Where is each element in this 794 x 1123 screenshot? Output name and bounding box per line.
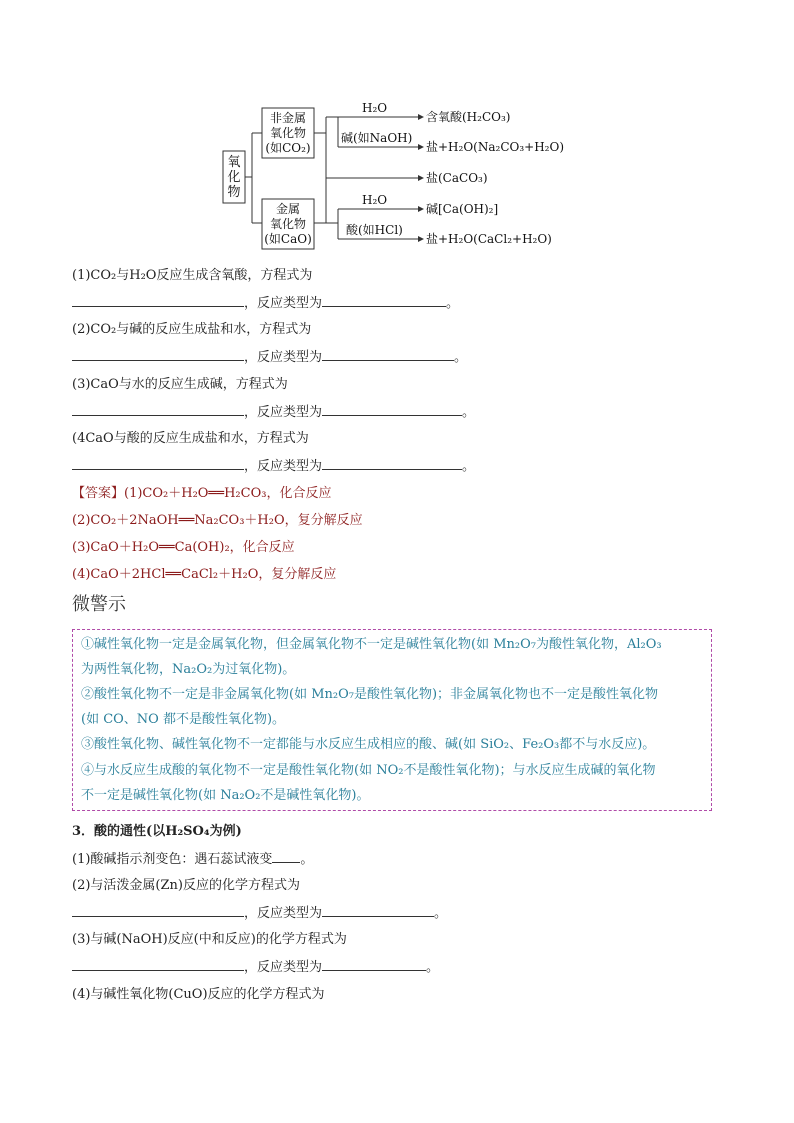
diagram-product-salt-water-top: 盐+H₂O(Na₂CO₃+H₂O)	[426, 140, 564, 154]
section-3-q2-equation-blank[interactable]	[72, 904, 244, 917]
question-3-end: 。	[462, 405, 476, 420]
question-2-type-label: ，反应类型为	[244, 350, 323, 365]
answer-3: (3)CaO＋H₂O══Ca(OH)₂，化合反应	[72, 540, 295, 555]
section-3-q3-equation-blank[interactable]	[72, 958, 244, 971]
tip-line-5: ③酸性氧化物、碱性氧化物不一定都能与水反应生成相应的酸、碱(如 SiO₂、Fe₂O₃都不与水反应)。	[81, 737, 656, 752]
tip-line-4: (如 CO、NO 都不是酸性氧化物)。	[81, 712, 286, 727]
tip-line-1: ①碱性氧化物一定是金属氧化物，但金属氧化物不一定是碱性氧化物(如 Mn₂O₇为酸性氧化物，Al₂O₃	[81, 637, 662, 652]
question-4-type-blank[interactable]	[322, 457, 462, 470]
tips-heading: 微警示	[72, 594, 126, 615]
diagram-label-h2o-bottom: H₂O	[362, 193, 388, 207]
answer-1: 【答案】(1)CO₂＋H₂O══H₂CO₃，化合反应	[72, 486, 332, 501]
question-2-end: 。	[454, 350, 468, 365]
question-1-answer-line	[72, 294, 459, 313]
question-4-equation-blank[interactable]	[72, 457, 244, 470]
diagram-product-oxyacid: 含氧酸(H₂CO₃)	[426, 110, 511, 124]
section-3-q3-end: 。	[426, 960, 440, 975]
section-3-q1	[72, 850, 313, 869]
diagram-nonmetal-line-2: 氧化物	[269, 126, 307, 140]
section-3-q1-blank[interactable]	[272, 850, 300, 863]
question-1-equation-blank[interactable]	[72, 294, 244, 307]
question-4-prompt: (4CaO与酸的反应生成盐和水，方程式为	[72, 431, 309, 446]
question-3-prompt: (3)CaO与水的反应生成碱，方程式为	[72, 377, 288, 392]
question-3-answer-line	[72, 403, 475, 422]
diagram-product-base-caoh2: 碱[Ca(OH)₂]	[426, 202, 499, 216]
section-3-q2-type-blank[interactable]	[322, 904, 434, 917]
question-1-type-label: ，反应类型为	[244, 296, 323, 311]
question-4-type-label: ，反应类型为	[244, 459, 323, 474]
section-3-q3-prompt: (3)与碱(NaOH)反应(中和反应)的化学方程式为	[72, 932, 347, 947]
question-2-equation-blank[interactable]	[72, 348, 244, 361]
diagram-arrowheads	[418, 114, 424, 242]
diagram-metal-branch	[314, 178, 326, 223]
question-2-type-blank[interactable]	[322, 348, 454, 361]
diagram-label-base-naoh: 碱(如NaOH)	[341, 131, 413, 145]
section-3-title: 3．酸的通性(以H₂SO₄为例)	[72, 824, 242, 839]
question-3-type-label: ，反应类型为	[244, 405, 323, 420]
section-3-q2-answer-line	[72, 904, 447, 923]
diagram-metal-line-1: 金属	[275, 202, 301, 216]
tips-box	[72, 629, 712, 811]
answer-4: (4)CaO＋2HCl══CaCl₂＋H₂O，复分解反应	[72, 567, 337, 582]
question-3-equation-blank[interactable]	[72, 403, 244, 416]
question-2-answer-line	[72, 348, 467, 367]
diagram-nonmetal-line-3: (如CO₂)	[265, 141, 311, 155]
question-3-type-blank[interactable]	[322, 403, 462, 416]
tip-line-2: 为两性氧化物，Na₂O₂为过氧化物)。	[81, 662, 296, 677]
tip-line-6: ④与水反应生成酸的氧化物不一定是酸性氧化物(如 NO₂不是酸性氧化物)；与水反应生成碱的氧化物	[81, 763, 656, 778]
section-3-q3-answer-line	[72, 958, 439, 977]
diagram-nonmetal-line-1: 非金属	[269, 111, 307, 125]
section-3-q3-type-label: ，反应类型为	[244, 960, 323, 975]
tip-line-7: 不一定是碱性氧化物(如 Na₂O₂不是碱性氧化物)。	[81, 788, 370, 803]
diagram-metal-line-3: (如CaO)	[264, 232, 312, 246]
answer-2: (2)CO₂＋2NaOH══Na₂CO₃＋H₂O，复分解反应	[72, 513, 363, 528]
question-4-end: 。	[462, 459, 476, 474]
section-3-q2-end: 。	[434, 906, 448, 921]
diagram-root-branch	[245, 133, 262, 223]
diagram-label-acid-hcl: 酸(如HCl)	[346, 223, 403, 237]
question-1-end: 。	[446, 296, 460, 311]
section-3-q1-end: 。	[300, 852, 314, 867]
section-3-q2-prompt: (2)与活泼金属(Zn)反应的化学方程式为	[72, 878, 300, 893]
diagram-root-char-1: 氧	[227, 155, 241, 170]
section-3-q3-type-blank[interactable]	[322, 958, 426, 971]
diagram-label-h2o-top: H₂O	[362, 101, 388, 115]
tip-line-3: ②酸性氧化物不一定是非金属氧化物(如 Mn₂O₇是酸性氧化物)；非金属氧化物也不一定是酸性氧化物	[81, 687, 659, 702]
section-3-q2-type-label: ，反应类型为	[244, 906, 323, 921]
oxide-classification-diagram	[0, 0, 794, 260]
section-3-q4-prompt: (4)与碱性氧化物(CuO)反应的化学方程式为	[72, 987, 325, 1002]
diagram-product-salt-caco3: 盐(CaCO₃)	[426, 171, 488, 185]
diagram-root-char-3: 物	[227, 185, 241, 200]
diagram-metal-line-2: 氧化物	[269, 217, 307, 231]
diagram-product-salt-water-bottom: 盐+H₂O(CaCl₂+H₂O)	[426, 232, 552, 246]
section-3-q1-prompt: (1)酸碱指示剂变色：遇石蕊试液变	[72, 852, 273, 867]
question-2-prompt: (2)CO₂与碱的反应生成盐和水，方程式为	[72, 322, 312, 337]
question-1-type-blank[interactable]	[322, 294, 446, 307]
diagram-root-char-2: 化	[227, 170, 241, 185]
question-4-answer-line	[72, 457, 475, 476]
question-1-prompt: (1)CO₂与H₂O反应生成含氧酸，方程式为	[72, 268, 313, 283]
